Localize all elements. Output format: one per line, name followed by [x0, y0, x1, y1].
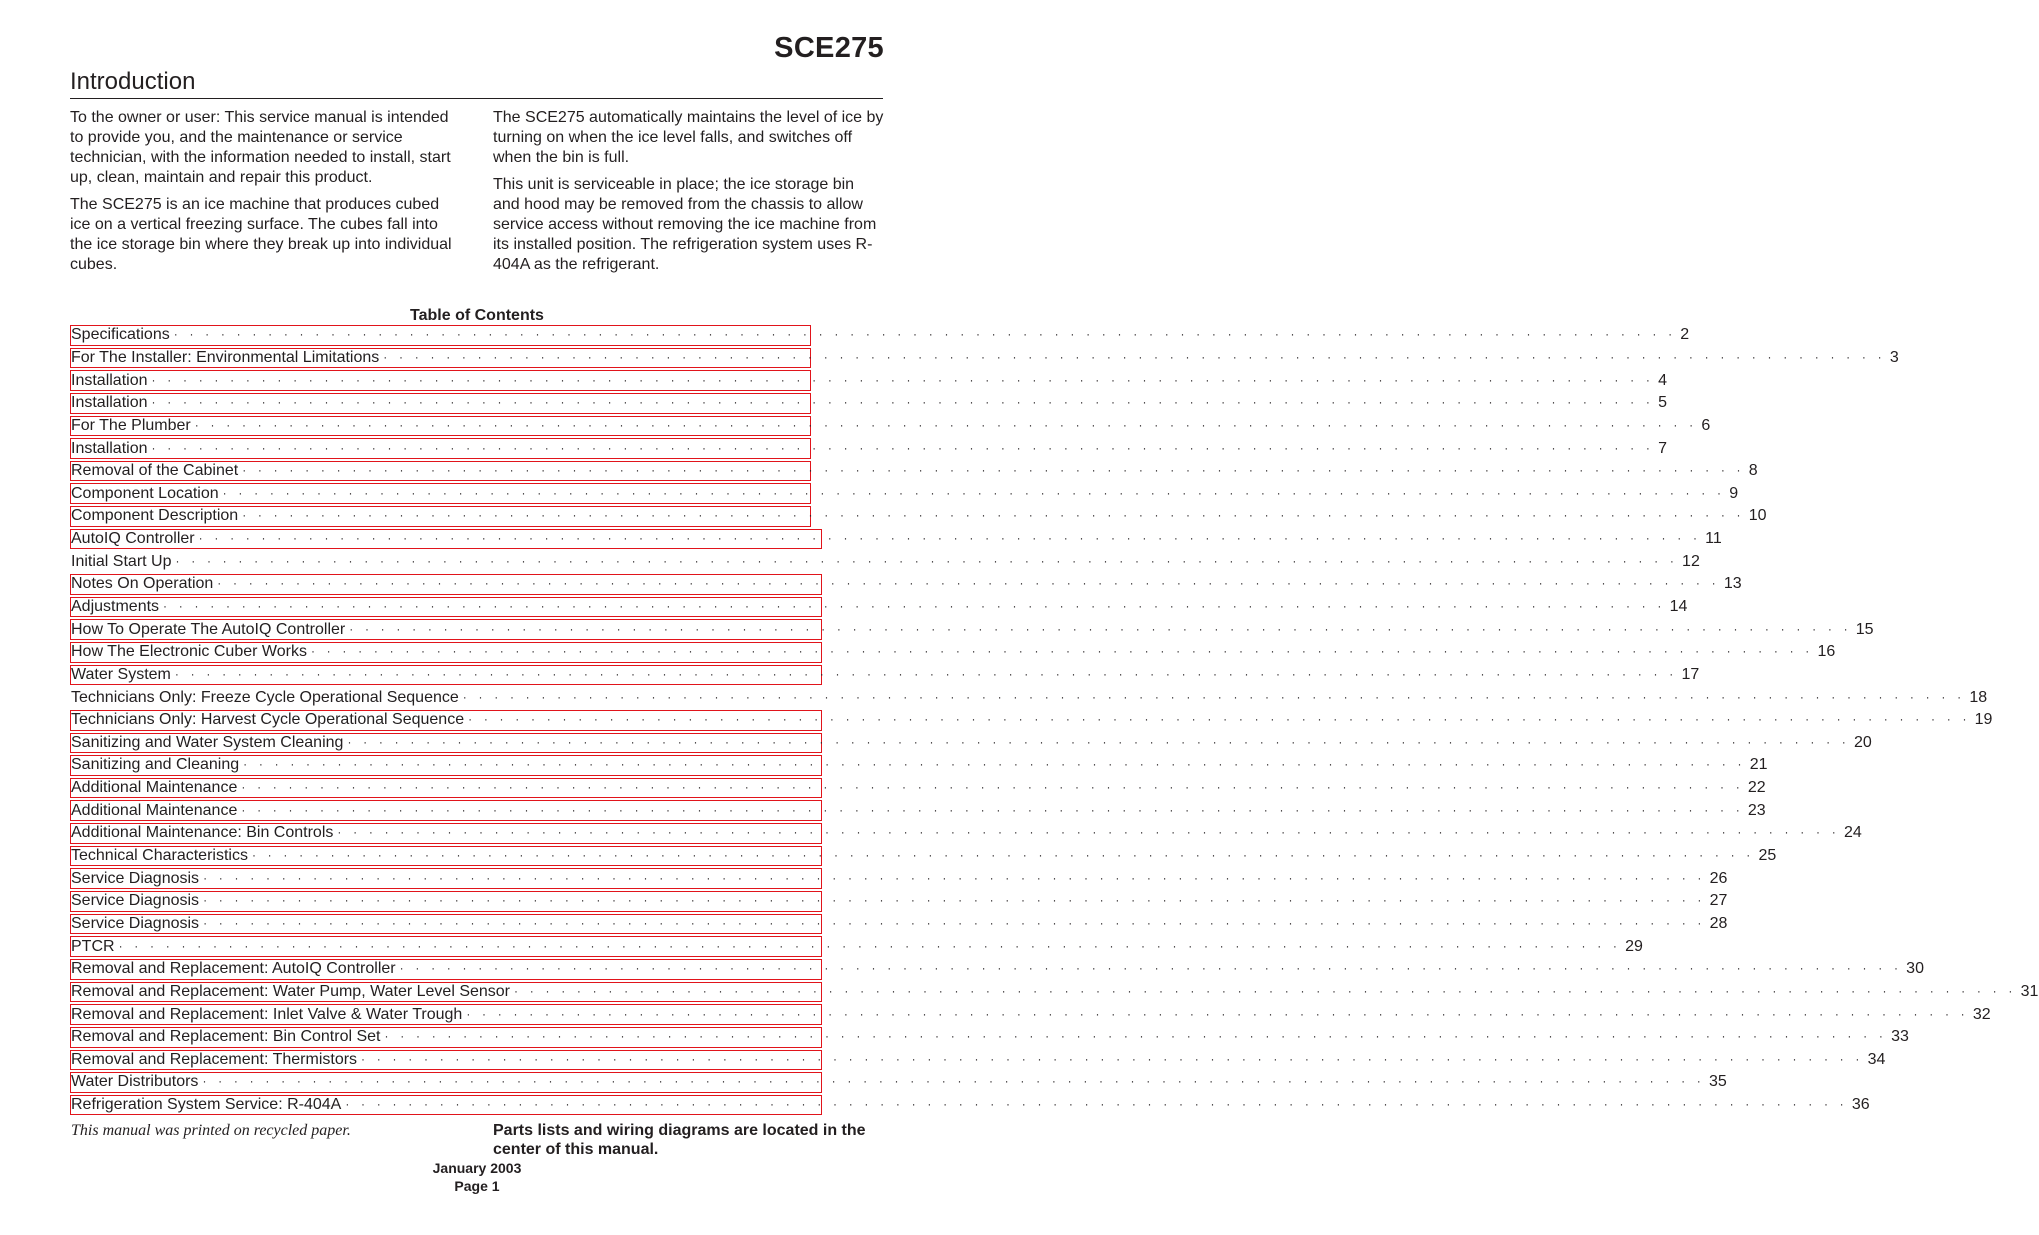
intro-paragraph: To the owner or user: This service manual is intended to provide you, and the maintenance or service technician, with the information needed to install, start up, clean, maintain and repair this product. [70, 109, 451, 186]
toc-entry-label: Removal and Replacement: Water Pump, Water Level Sensor [71, 982, 511, 1000]
toc-entry[interactable] [70, 1004, 1991, 1025]
table-of-contents [70, 325, 2039, 1117]
toc-entry-page: 35 [1709, 1073, 1727, 1091]
toc-entry[interactable] [70, 597, 1688, 618]
parts-lists-note: Parts lists and wiring diagrams are located in the center of this manual. [493, 1122, 866, 1158]
toc-entry[interactable] [70, 1050, 1886, 1071]
intro-paragraph: This unit is serviceable in place; the ice storage bin and hood may be removed from the chassis to allow service access without removing the ice machine from its installed position. The refrigeration system uses R-404A as the refrigerant. [493, 176, 877, 273]
toc-entry-page: 36 [1851, 1096, 1870, 1114]
toc-entry-label: Installation [71, 394, 148, 412]
toc-entry-label: Specifications [71, 326, 170, 344]
toc-entry-label: For The Installer: Environmental Limitations [71, 348, 380, 366]
page-footer [0, 1159, 954, 1195]
toc-entry-label: Water Distributors [71, 1073, 199, 1091]
toc-dot-leader: · · · · · · · · · · · · · · · · · · · · · · · · · · · · · · · · · · · · · · · · · · · · · · · · · · · · · · · · · · · · · · · · · · · · · · · · · · · · · · · · · · · · · · · · · · · · · · · · [468, 712, 1971, 727]
toc-entry-page: 9 [1729, 484, 1739, 502]
toc-dot-leader: · · · · · · · · · · · · · · · · · · · · · · · · · · · · · · · · · · · · · · · · · · · · · · · · · · · · · · · · · · · · · · · · · · · · · · · · · · · · · · · · · · · · · · · · · · · · · · · · [118, 938, 1622, 953]
toc-entry-page: 3 [1889, 348, 1899, 366]
toc-entry [70, 551, 1700, 572]
toc-entry[interactable] [70, 755, 1768, 776]
toc-entry[interactable] [70, 461, 1758, 482]
toc-entry-label: Removal and Replacement: AutoIQ Controller [71, 960, 396, 978]
toc-entry-page: 31 [2020, 982, 2039, 1000]
intro-paragraph: The SCE275 automatically maintains the level of ice by turning on when the ice level falls, and switches off when the bin is full. [493, 109, 884, 166]
toc-entry-page: 30 [1906, 960, 1924, 978]
toc-entry-label: Initial Start Up [71, 552, 172, 570]
toc-entry-label: Installation [71, 439, 148, 457]
toc-entry[interactable] [70, 438, 1667, 459]
toc-entry-label: Installation [71, 371, 148, 389]
toc-entry-page: 10 [1748, 507, 1767, 525]
toc-dot-leader: · · · · · · · · · · · · · · · · · · · · · · · · · · · · · · · · · · · · · · · · · · · · · · · · · · · · · · · · · · · · · · · · · · · · · · · · · · · · · · · · · · · · · · · · · · · · · · · · [361, 1051, 1864, 1066]
toc-entry-page: 7 [1658, 439, 1667, 457]
toc-dot-leader: · · · · · · · · · · · · · · · · · · · · · · · · · · · · · · · · · · · · · · · · · · · · · · · · · · · · · · · · · · · · · · · · · · · · · · · · · · · · · · · · · · · · · · · · · · · · · · · · [194, 417, 1698, 432]
toc-entry-page: 23 [1747, 801, 1766, 819]
toc-entry-label: Water System [71, 665, 171, 683]
toc-entry[interactable] [70, 710, 1993, 731]
recycled-paper-note: This manual was printed on recycled paper. [71, 1122, 351, 1139]
toc-dot-leader: · · · · · · · · · · · · · · · · · · · · · · · · · · · · · · · · · · · · · · · · · · · · · · · · · · · · · · · · · · · · · · · · · · · · · · · · · · · · · · · · · · · · · · · · · · · · · · · · [175, 553, 1679, 568]
toc-entry-label: Additional Maintenance: Bin Controls [71, 824, 334, 842]
toc-dot-leader: · · · · · · · · · · · · · · · · · · · · · · · · · · · · · · · · · · · · · · · · · · · · · · · · · · · · · · · · · · · · · · · · · · · · · · · · · · · · · · · · · · · · · · · · · · · · · · · · [203, 893, 1706, 908]
toc-entry-label: Sanitizing and Water System Cleaning [71, 733, 344, 751]
toc-entry-page: 22 [1747, 779, 1766, 797]
toc-dot-leader: · · · · · · · · · · · · · · · · · · · · · · · · · · · · · · · · · · · · · · · · · · · · · · · · · · · · · · · · · · · · · · · · · · · · · · · · · · · · · · · · · · · · · · · · · · · · · · · · [222, 485, 1726, 500]
toc-dot-leader: · · · · · · · · · · · · · · · · · · · · · · · · · · · · · · · · · · · · · · · · · · · · · · · · · · · · · · · · · · · · · · · · · · · · · · · · · · · · · · · · · · · · · · · · · · · · · · · · [347, 734, 1850, 749]
toc-entry[interactable] [70, 1095, 1870, 1116]
toc-entry[interactable] [70, 823, 1862, 844]
toc-dot-leader: · · · · · · · · · · · · · · · · · · · · · · · · · · · · · · · · · · · · · · · · · · · · · · · · · · · · · · · · · · · · · · · · · · · · · · · · · · · · · · · · · · · · · · · · · · · · · · · · [151, 440, 1655, 455]
toc-entry[interactable] [70, 982, 2039, 1003]
toc-dot-leader: · · · · · · · · · · · · · · · · · · · · · · · · · · · · · · · · · · · · · · · · · · · · · · · · · · · · · · · · · · · · · · · · · · · · · · · · · · · · · · · · · · · · · · · · · · · · · · · · [203, 915, 1706, 930]
toc-entry-page: 18 [1969, 688, 1988, 706]
toc-entry-label: AutoIQ Controller [71, 530, 195, 548]
toc-entry-page: 27 [1709, 892, 1728, 910]
toc-entry-page: 14 [1669, 598, 1688, 615]
toc-entry-page: 34 [1867, 1050, 1886, 1068]
toc-dot-leader: · · · · · · · · · · · · · · · · · · · · · · · · · · · · · · · · · · · · · · · · · · · · · · · · · · · · · · · · · · · · · · · · · · · · · · · · · · · · · · · · · · · · · · · · · · · · · · · · [163, 599, 1666, 613]
toc-entry-page: 25 [1758, 847, 1777, 865]
toc-entry-page: 28 [1709, 914, 1728, 932]
toc-title: Table of Contents [410, 307, 544, 324]
toc-entry-label: Additional Maintenance [71, 801, 238, 819]
toc-entry-page: 26 [1709, 869, 1728, 887]
toc-dot-leader: · · · · · · · · · · · · · · · · · · · · · · · · · · · · · · · · · · · · · · · · · · · · · · · · · · · · · · · · · · · · · · · · · · · · · · · · · · · · · · · · · · · · · · · · · · · · · · · · [514, 983, 2017, 998]
toc-entry-label: Adjustments [71, 598, 160, 615]
toc-dot-leader: · · · · · · · · · · · · · · · · · · · · · · · · · · · · · · · · · · · · · · · · · · · · · · · · · · · · · · · · · · · · · · · · · · · · · · · · · · · · · · · · · · · · · · · · · · · · · · · · [383, 349, 1886, 364]
intro-right-column [493, 108, 885, 282]
toc-entry[interactable] [70, 348, 1899, 369]
toc-entry[interactable] [70, 914, 1728, 935]
toc-entry-page: 12 [1682, 552, 1700, 570]
toc-entry-label: Technical Characteristics [71, 847, 248, 865]
toc-entry[interactable] [70, 891, 1728, 912]
toc-dot-leader: · · · · · · · · · · · · · · · · · · · · · · · · · · · · · · · · · · · · · · · · · · · · · · · · · · · · · · · · · · · · · · · · · · · · · · · · · · · · · · · · · · · · · · · · · · · · · · · · [462, 689, 1966, 704]
toc-entry-page: 15 [1855, 620, 1874, 638]
toc-dot-leader: · · · · · · · · · · · · · · · · · · · · · · · · · · · · · · · · · · · · · · · · · · · · · · · · · · · · · · · · · · · · · · · · · · · · · · · · · · · · · · · · · · · · · · · · · · · · · · · · [399, 961, 1903, 976]
toc-entry-label: Component Description [71, 507, 239, 525]
toc-entry-page: 11 [1705, 530, 1722, 548]
toc-dot-leader: · · · · · · · · · · · · · · · · · · · · · · · · · · · · · · · · · · · · · · · · · · · · · · · · · · · · · · · · · · · · · · · · · · · · · · · · · · · · · · · · · · · · · · · · · · · · · · · · [174, 666, 1678, 681]
toc-entry-label: For The Plumber [71, 416, 191, 434]
toc-entry[interactable] [70, 370, 1667, 391]
toc-entry-page: 19 [1974, 711, 1993, 729]
toc-dot-leader: · · · · · · · · · · · · · · · · · · · · · · · · · · · · · · · · · · · · · · · · · · · · · · · · · · · · · · · · · · · · · · · · · · · · · · · · · · · · · · · · · · · · · · · · · · · · · · · · [241, 780, 1744, 795]
toc-entry[interactable] [70, 665, 1700, 686]
toc-dot-leader: · · · · · · · · · · · · · · · · · · · · · · · · · · · · · · · · · · · · · · · · · · · · · · · · · · · · · · · · · · · · · · · · · · · · · · · · · · · · · · · · · · · · · · · · · · · · · · · · [466, 1006, 1969, 1021]
toc-entry[interactable] [70, 529, 1722, 550]
toc-entry-label: Sanitizing and Cleaning [71, 756, 240, 774]
toc-dot-leader: · · · · · · · · · · · · · · · · · · · · · · · · · · · · · · · · · · · · · · · · · · · · · · · · · · · · · · · · · · · · · · · · · · · · · · · · · · · · · · · · · · · · · · · · · · · · · · · · [337, 825, 1840, 840]
toc-entry-label: PTCR [71, 937, 115, 955]
section-title: Introduction [70, 68, 196, 95]
toc-entry[interactable] [70, 800, 1766, 821]
model-number: SCE275 [774, 32, 884, 64]
toc-entry[interactable] [70, 1072, 1727, 1093]
toc-entry-label: Component Location [71, 484, 219, 502]
toc-dot-leader: · · · · · · · · · · · · · · · · · · · · · · · · · · · · · · · · · · · · · · · · · · · · · · · · · · · · · · · · · · · · · · · · · · · · · · · · · · · · · · · · · · · · · · · · · · · · · · · · [345, 1097, 1848, 1112]
toc-entry [70, 687, 1988, 708]
toc-entry-label: How The Electronic Cuber Works [71, 643, 307, 661]
toc-entry[interactable] [70, 868, 1728, 889]
toc-entry[interactable] [70, 619, 1874, 640]
toc-entry[interactable] [70, 574, 1742, 595]
toc-entry-label: Additional Maintenance [71, 779, 238, 797]
toc-dot-leader: · · · · · · · · · · · · · · · · · · · · · · · · · · · · · · · · · · · · · · · · · · · · · · · · · · · · · · · · · · · · · · · · · · · · · · · · · · · · · · · · · · · · · · · · · · · · · · · · [243, 757, 1746, 772]
toc-entry-label: Notes On Operation [71, 575, 214, 593]
toc-entry-label: Refrigeration System Service: R-404A [71, 1096, 342, 1114]
toc-entry-page: 6 [1701, 416, 1711, 434]
toc-entry-page: 21 [1749, 756, 1768, 774]
toc-dot-leader: · · · · · · · · · · · · · · · · · · · · · · · · · · · · · · · · · · · · · · · · · · · · · · · · · · · · · · · · · · · · · · · · · · · · · · · · · · · · · · · · · · · · · · · · · · · · · · · · [242, 463, 1745, 478]
toc-entry-label: Service Diagnosis [71, 892, 200, 910]
toc-entry[interactable] [70, 846, 1777, 867]
toc-entry-page: 4 [1658, 371, 1667, 389]
toc-entry[interactable] [70, 506, 1767, 527]
toc-entry[interactable] [70, 325, 1690, 346]
toc-entry-page: 16 [1817, 643, 1836, 661]
toc-dot-leader: · · · · · · · · · · · · · · · · · · · · · · · · · · · · · · · · · · · · · · · · · · · · · · · · · · · · · · · · · · · · · · · · · · · · · · · · · · · · · · · · · · · · · · · · · · · · · · · · [349, 621, 1852, 636]
toc-dot-leader: · · · · · · · · · · · · · · · · · · · · · · · · · · · · · · · · · · · · · · · · · · · · · · · · · · · · · · · · · · · · · · · · · · · · · · · · · · · · · · · · · · · · · · · · · · · · · · · · [241, 802, 1744, 817]
toc-dot-leader: · · · · · · · · · · · · · · · · · · · · · · · · · · · · · · · · · · · · · · · · · · · · · · · · · · · · · · · · · · · · · · · · · · · · · · · · · · · · · · · · · · · · · · · · · · · · · · · · [203, 870, 1706, 885]
toc-entry-page: 32 [1972, 1005, 1991, 1023]
toc-entry[interactable] [70, 778, 1766, 799]
toc-entry-page: 2 [1680, 326, 1690, 344]
toc-entry[interactable] [70, 483, 1739, 504]
toc-dot-leader: · · · · · · · · · · · · · · · · · · · · · · · · · · · · · · · · · · · · · · · · · · · · · · · · · · · · · · · · · · · · · · · · · · · · · · · · · · · · · · · · · · · · · · · · · · · · · · · · [151, 372, 1655, 387]
toc-entry[interactable] [70, 416, 1711, 437]
toc-entry-label: Removal and Replacement: Thermistors [71, 1050, 358, 1068]
toc-entry-label: Technicians Only: Harvest Cycle Operational Sequence [71, 711, 465, 729]
toc-entry-page: 33 [1891, 1028, 1909, 1046]
footer-date: January 2003 [432, 1160, 522, 1176]
toc-entry-label: Removal and Replacement: Inlet Valve & Water Trough [71, 1005, 463, 1023]
toc-dot-leader: · · · · · · · · · · · · · · · · · · · · · · · · · · · · · · · · · · · · · · · · · · · · · · · · · · · · · · · · · · · · · · · · · · · · · · · · · · · · · · · · · · · · · · · · · · · · · · · · [310, 644, 1814, 659]
toc-entry-label: Service Diagnosis [71, 869, 200, 887]
toc-entry-page: 20 [1854, 733, 1872, 751]
toc-entry-page: 8 [1748, 462, 1758, 480]
toc-entry-page: 29 [1625, 937, 1643, 955]
toc-entry[interactable] [70, 733, 1872, 754]
toc-dot-leader: · · · · · · · · · · · · · · · · · · · · · · · · · · · · · · · · · · · · · · · · · · · · · · · · · · · · · · · · · · · · · · · · · · · · · · · · · · · · · · · · · · · · · · · · · · · · · · · · [384, 1029, 1888, 1044]
toc-entry-label: Technicians Only: Freeze Cycle Operational Sequence [71, 688, 459, 706]
toc-dot-leader: · · · · · · · · · · · · · · · · · · · · · · · · · · · · · · · · · · · · · · · · · · · · · · · · · · · · · · · · · · · · · · · · · · · · · · · · · · · · · · · · · · · · · · · · · · · · · · · · [151, 395, 1655, 410]
toc-entry[interactable] [70, 1027, 1909, 1048]
toc-entry-page: 5 [1658, 394, 1667, 412]
toc-entry-label: Service Diagnosis [71, 914, 200, 932]
toc-dot-leader: · · · · · · · · · · · · · · · · · · · · · · · · · · · · · · · · · · · · · · · · · · · · · · · · · · · · · · · · · · · · · · · · · · · · · · · · · · · · · · · · · · · · · · · · · · · · · · · · [251, 848, 1755, 863]
toc-entry-label: How To Operate The AutoIQ Controller [71, 620, 346, 638]
toc-dot-leader: · · · · · · · · · · · · · · · · · · · · · · · · · · · · · · · · · · · · · · · · · · · · · · · · · · · · · · · · · · · · · · · · · · · · · · · · · · · · · · · · · · · · · · · · · · · · · · · · [202, 1074, 1705, 1089]
toc-entry[interactable] [70, 642, 1836, 663]
toc-entry[interactable] [70, 959, 1924, 980]
title-rule [70, 98, 883, 99]
toc-dot-leader: · · · · · · · · · · · · · · · · · · · · · · · · · · · · · · · · · · · · · · · · · · · · · · · · · · · · · · · · · · · · · · · · · · · · · · · · · · · · · · · · · · · · · · · · · · · · · · · · [242, 508, 1745, 523]
toc-dot-leader: · · · · · · · · · · · · · · · · · · · · · · · · · · · · · · · · · · · · · · · · · · · · · · · · · · · · · · · · · · · · · · · · · · · · · · · · · · · · · · · · · · · · · · · · · · · · · · · · [198, 531, 1702, 546]
footer-page-number: Page 1 [454, 1178, 500, 1194]
intro-left-column [70, 108, 462, 282]
intro-paragraph: The SCE275 is an ice machine that produces cubed ice on a vertical freezing surface. The cubes fall into the ice storage bin where they break up into individual cubes. [70, 196, 452, 273]
toc-entry-page: 13 [1723, 575, 1742, 593]
toc-entry[interactable] [70, 393, 1667, 414]
toc-entry-label: Removal of the Cabinet [71, 462, 239, 480]
toc-entry[interactable] [70, 936, 1643, 957]
toc-dot-leader: · · · · · · · · · · · · · · · · · · · · · · · · · · · · · · · · · · · · · · · · · · · · · · · · · · · · · · · · · · · · · · · · · · · · · · · · · · · · · · · · · · · · · · · · · · · · · · · · [173, 327, 1677, 342]
toc-entry-page: 17 [1681, 665, 1700, 683]
toc-entry-page: 24 [1843, 824, 1862, 842]
toc-dot-leader: · · · · · · · · · · · · · · · · · · · · · · · · · · · · · · · · · · · · · · · · · · · · · · · · · · · · · · · · · · · · · · · · · · · · · · · · · · · · · · · · · · · · · · · · · · · · · · · · [217, 576, 1720, 591]
toc-entry-label: Removal and Replacement: Bin Control Set [71, 1028, 381, 1046]
